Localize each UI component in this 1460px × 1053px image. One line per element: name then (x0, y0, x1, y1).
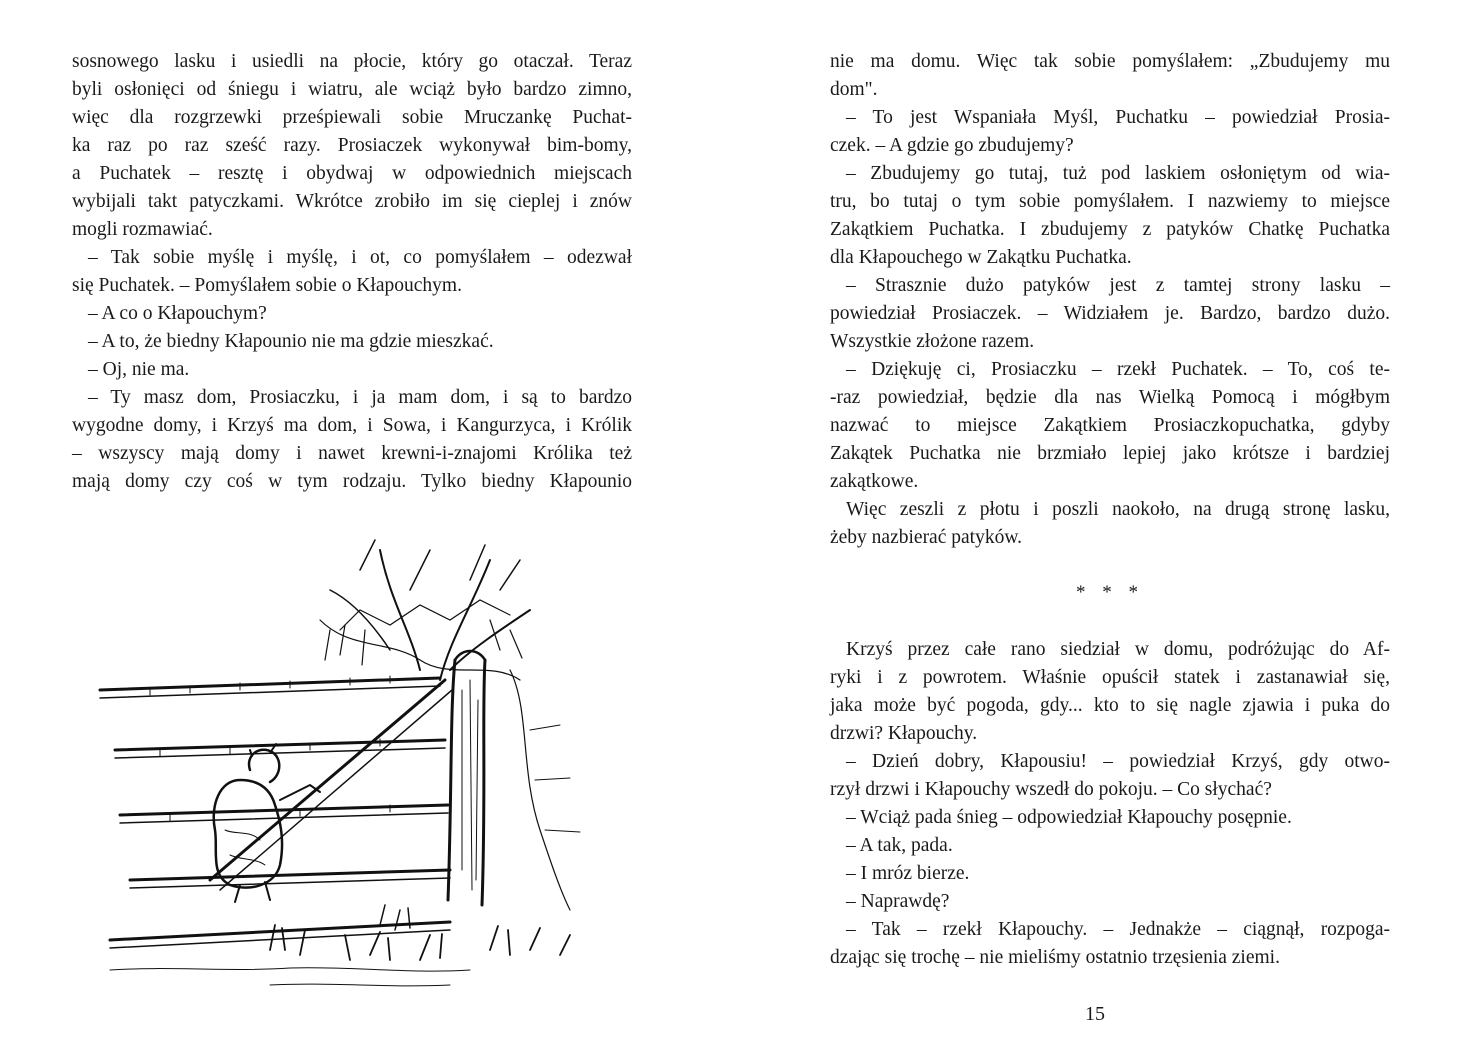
text-line: Zakątkiem Puchatka. I zbudujemy z patyków Chatkę Puchatka (830, 219, 1390, 240)
text-line: – Ty masz dom, Prosiaczku, i ja mam dom, i są to bardzo (88, 387, 632, 408)
text-line: – Naprawdę? (846, 891, 950, 912)
text-line: – Wciąż pada śnieg – odpowiedział Kłapouchy posępnie. (846, 807, 1292, 828)
text-line: więc dla rozgrzewki prześpiewali sobie Mruczankę Puchat- (72, 107, 632, 128)
page-number: 15 (1085, 1003, 1105, 1025)
text-line: jaka może być pogoda, gdy... kto to się nagle zjawia i puka do (830, 695, 1390, 716)
text-line: Zakątek Puchatka nie brzmiało lepiej jako krótsze i bardziej (830, 443, 1390, 464)
text-line: a Puchatek – resztę i obydwaj w odpowiednich miejscach (72, 163, 632, 184)
text-line: nie ma domu. Więc tak sobie pomyślałem: „Zbudujemy mu (830, 51, 1390, 72)
text-line: – wszyscy mają domy i nawet krewni-i-znajomi Królika też (72, 443, 632, 464)
text-line: byli osłonięci od śniegu i wiatru, ale wciąż było bardzo zimno, (72, 79, 632, 100)
text-line: – A to, że biedny Kłapounio nie ma gdzie mieszkać. (88, 331, 494, 352)
text-line: czek. – A gdzie go zbudujemy? (830, 135, 1074, 156)
text-line: mają domy czy coś w tym rodzaju. Tylko biedny Kłapounio (72, 471, 632, 492)
text-line: zakątkowe. (830, 471, 919, 492)
text-line: dla Kłapouchego w Zakątku Puchatka. (830, 247, 1132, 268)
text-line: – To jest Wspaniała Myśl, Puchatku – powiedział Prosia- (846, 107, 1390, 128)
text-line: nazwać to miejsce Zakątkiem Prosiaczkopuchatka, gdyby (830, 415, 1390, 436)
text-line: – I mróz bierze. (846, 863, 970, 884)
text-line: – Tak sobie myślę i myślę, i ot, co pomyślałem – odezwał (88, 247, 632, 268)
text-line: – A tak, pada. (846, 835, 953, 856)
text-line: tru, bo tutaj o tym sobie pomyślałem. I nazwiemy to miejsce (830, 191, 1390, 212)
section-separator: * * * (1076, 582, 1144, 603)
text-line: – Dzień dobry, Kłapousiu! – powiedział Krzyś, gdy otwo- (846, 751, 1390, 772)
text-line: się Puchatek. – Pomyślałem sobie o Kłapouchym. (72, 275, 462, 296)
text-line: – A co o Kłapouchym? (88, 303, 267, 324)
text-line: wybijali takt patyczkami. Wkrótce zrobiło im się cieplej i znów (72, 191, 632, 212)
text-line: drzwi? Kłapouchy. (830, 723, 978, 744)
text-line: dom". (830, 79, 878, 100)
text-line: – Oj, nie ma. (88, 359, 190, 380)
text-line: Krzyś przez całe rano siedział w domu, podróżując do Af- (846, 639, 1390, 660)
text-line: – Tak – rzekł Kłapouchy. – Jednakże – ciągnął, rozpoga- (846, 919, 1390, 940)
text-line: ryki i z powrotem. Właśnie opuścił statek i zastanawiał się, (830, 667, 1390, 688)
text-line: rzył drzwi i Kłapouchy wszedł do pokoju. – Co słychać? (830, 779, 1272, 800)
text-line: Wszystkie złożone razem. (830, 331, 1035, 352)
text-line: -raz powiedział, będzie dla nas Wielką Pomocą i mógłbym (830, 387, 1390, 408)
text-line: żeby nazbierać patyków. (830, 527, 1023, 548)
fence-bear-illustration-icon (90, 530, 630, 1015)
text-line: ka raz po raz sześć razy. Prosiaczek wykonywał bim-bomy, (72, 135, 632, 156)
text-line: powiedział Prosiaczek. – Widziałem je. Bardzo, bardzo dużo. (830, 303, 1390, 324)
text-line: – Zbudujemy go tutaj, tuż pod laskiem osłoniętym od wia- (846, 163, 1390, 184)
text-line: – Dziękuję ci, Prosiaczku – rzekł Puchatek. – To, coś te- (846, 359, 1390, 380)
right-page (730, 0, 1460, 1053)
text-line: sosnowego lasku i usiedli na płocie, który go otaczał. Teraz (72, 51, 632, 72)
text-line: dzając się trochę – nie mieliśmy ostatnio trzęsienia ziemi. (830, 947, 1280, 968)
text-line: wygodne domy, i Krzyś ma dom, i Sowa, i Kangurzyca, i Królik (72, 415, 632, 436)
text-line: Więc zeszli z płotu i poszli naokoło, na drugą stronę lasku, (846, 499, 1390, 520)
text-line: mogli rozmawiać. (72, 219, 213, 240)
text-line: – Strasznie dużo patyków jest z tamtej strony lasku – (846, 275, 1390, 296)
